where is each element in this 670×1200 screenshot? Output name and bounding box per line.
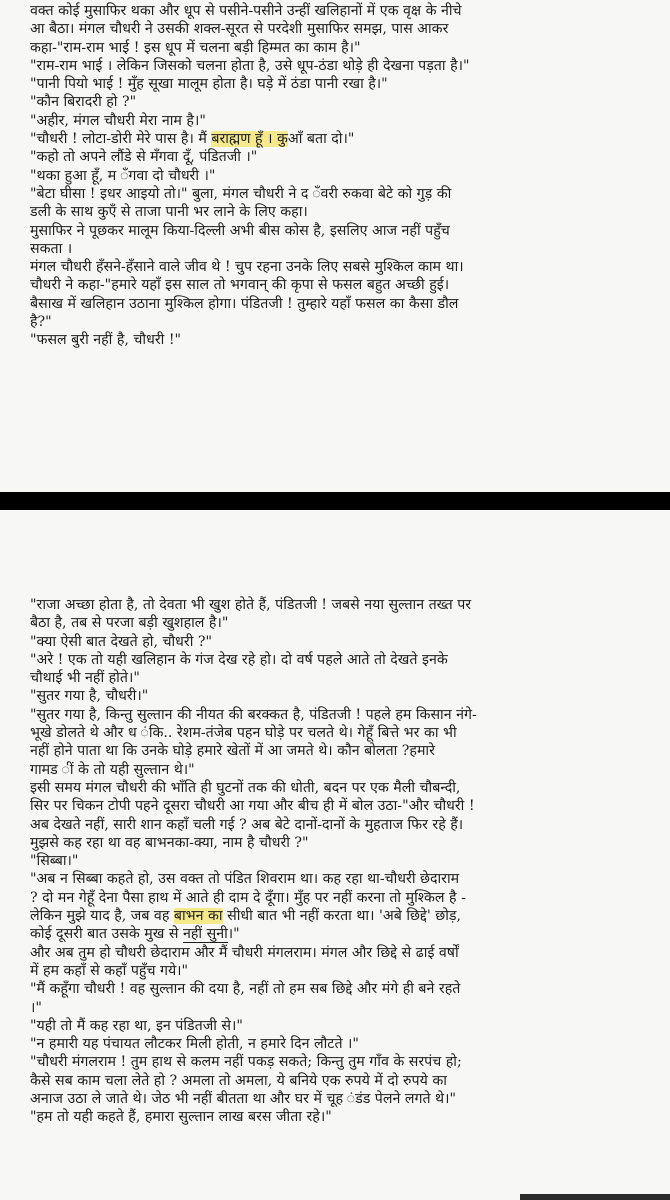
- text-segment: कोई दूसरी बात उसके मुख से: [30, 926, 184, 943]
- text-line: अनाज उठा ले जाते थे। जेठ भी नहीं बीतता था और घर में चूह ंडंड पेलने लगते थे।": [30, 1091, 457, 1108]
- scan-edge-mark: [520, 1194, 670, 1200]
- text-line: "सुतर गया है, चौधरी।": [30, 688, 149, 705]
- text-segment: आँ बता दो।": [287, 131, 355, 148]
- text-line: है?": [30, 314, 52, 331]
- text-line: मुझसे कह रहा था वह बाभनका-क्या, नाम है चौधरी ?": [30, 834, 309, 851]
- text-line: कैसे सब काम चला लेते हो ? अमला तो अमला, ये बनिये एक रुपये में दो रुपये का: [30, 1072, 447, 1089]
- text-line: "अहीर, मंगल चौधरी मेरा नाम है।": [30, 112, 206, 129]
- text-line: "कौन बिरादरी हो ?": [30, 94, 137, 111]
- text-line: नहीं होने पाता था कि उनके घोड़े हमारे खेतों में आ जमते थे। कौन बोलता ?हमारे: [30, 743, 435, 760]
- text-line: मुसाफिर ने पूछकर मालूम किया-दिल्ली अभी बीस कोस है, इसलिए आज नहीं पहुँच: [30, 222, 450, 239]
- text-line: "बेटा घीसा ! इधर आइयो तो।" बुला, मंगल चौधरी ने द ँवरी रुकवा बेटे को गुड़ की: [30, 185, 452, 202]
- page-top: [0, 0, 670, 492]
- text-line: अब देखते नहीं, सारी शान कहाँ चली गई ? अब बेटे दानों-दानों के मुहताज फिर रहे हैं।: [30, 816, 464, 833]
- page-bottom: [0, 510, 670, 1200]
- text-segment: "चौधरी ! लोटा-डोरी मेरे पास है। मैं: [30, 131, 212, 148]
- text-line: [30, 925, 642, 943]
- text-line: चौथाई भी नहीं होते।": [30, 670, 140, 687]
- text-line: "हम तो यही कहते हैं, हमारा सुल्तान लाख बरस जीता रहे।": [30, 1109, 332, 1126]
- text-line: "न हमारी यह पंचायत लौटकर मिली होती, न हमारे दिन लौटते ।": [30, 1036, 359, 1053]
- text-line: ? दो मन गेहूँ देना पैसा हाथ में आते ही दाम दे दूँगा। मुँह पर नहीं करना तो मुश्किल है -: [30, 889, 466, 906]
- text-line: "अब न सिब्बा कहते हो, उस वक्त तो पंडित शिवराम था। कह रहा था-चौधरी छेदाराम: [30, 871, 460, 888]
- text-line: सकता ।: [30, 240, 73, 257]
- text-line: सिर पर चिकन टोपी पहने दूसरा चौधरी आ गया और बीच ही में बोल उठा-"और चौधरी !: [30, 798, 475, 815]
- text-line: गामड ीं के तो यही सुल्तान थे।": [30, 761, 195, 778]
- page-divider: [0, 492, 670, 510]
- text-line: मंगल चौधरी हँसने-हँसाने वाले जीव थे ! चुप रहना उनके लिए सबसे मुश्किल काम था।: [30, 259, 464, 276]
- text-line: में हम कहाँ से कहाँ पहुँच गये।": [30, 962, 189, 979]
- text-line: "कहो तो अपने लौंडे से मँगवा दूँ, पंडितजी ।": [30, 149, 258, 166]
- text-segment: लेकिन मुझे याद है, जब वह: [30, 908, 174, 925]
- text-line: "थका हुआ हूँ, म ँगवा दो चौधरी ।": [30, 167, 216, 184]
- text-line: और अब तुम हो चौधरी छेदाराम और मैं चौधरी मंगलराम। मंगल और छिद्दे से ढाई वर्षों: [30, 944, 459, 961]
- text-segment: सीधी बात भी नहीं करता था। 'अबे छिद्दे' छोड़,: [222, 908, 461, 925]
- text-line: "मैं कहूँगा चौधरी ! वह सुल्तान की दया है, नहीं तो हम सब छिद्दे और मंगे ही बने रहते: [30, 981, 461, 998]
- text-line: "राम-राम भाई । लेकिन जिसको चलना होता है, उसे धूप-ठंडा थोड़े ही देखना पड़ता है।": [30, 57, 470, 74]
- underlined-text: नहीं सुनी: [183, 926, 228, 943]
- text-line: "अरे ! एक तो यही खलिहान के गंज देख रहे हो। दो वर्ष पहले आते तो देखते इनके: [30, 651, 448, 668]
- text-line: [30, 130, 642, 148]
- highlighted-text: बराह्मण हूँ । कु: [211, 131, 288, 148]
- text-line: "फसल बुरी नहीं है, चौधरी !": [30, 332, 182, 349]
- highlighted-text: बाभन का: [173, 908, 223, 925]
- page-bottom-text: [30, 596, 642, 1127]
- text-line: [30, 907, 642, 925]
- text-line: बैसाख में खलिहान उठाना मुश्किल होगा। पंडितजी ! तुम्हारे यहाँ फसल का कैसा डौल: [30, 295, 459, 312]
- text-line: वक्त कोई मुसाफिर थका और धूप से पसीने-पसीने उन्हीं खलिहानों में एक वृक्ष के नीचे: [30, 3, 462, 19]
- text-line: बैठा है, तब से परजा बड़ी खुशहाल है।": [30, 615, 229, 632]
- text-line: चौधरी ने कहा-"हमारे यहाँ इस साल तो भगवान् की कृपा से फसल बहुत अच्छी हुई।: [30, 277, 450, 294]
- text-line: "क्या ऐसी बात देखते हो, चौधरी ?": [30, 633, 213, 650]
- page-top-text: [30, 2, 642, 350]
- text-line: "चौधरी मंगलराम ! तुम हाथ से कलम नहीं पकड़ सकते; किन्तु तुम गाँव के सरपंच हो;: [30, 1054, 462, 1071]
- text-line: आ बैठा। मंगल चौधरी ने उसकी शक्ल-सूरत से परदेशी मुसाफिर समझ, पास आकर: [30, 21, 449, 38]
- text-segment: ।": [227, 926, 240, 943]
- text-line: "सिब्बा।": [30, 853, 79, 870]
- text-line: "सुतर गया है, किन्तु सुल्तान की नीयत की बरक्कत है, पंडितजी ! पहले हम किसान नंगे-: [30, 706, 477, 723]
- text-line: ।": [30, 999, 42, 1016]
- text-line: कहा-"राम-राम भाई ! इस धूप में चलना बड़ी हिम्मत का काम है।": [30, 39, 361, 56]
- text-line: डली के साथ कुएँ से ताजा पानी भर लाने के लिए कहा।: [30, 204, 308, 221]
- text-line: इसी समय मंगल चौधरी की भाँति ही घुटनों तक की धोती, बदन पर एक मैली चौबन्दी,: [30, 779, 461, 796]
- text-line: "यही तो मैं कह रहा था, इन पंडितजी से।": [30, 1017, 243, 1034]
- text-line: "पानी पियो भाई ! मुँह सूखा मालूम होता है। घड़े में ठंडा पानी रखा है।": [30, 76, 388, 93]
- text-line: "राजा अच्छा होता है, तो देवता भी खुश होते हैं, पंडितजी ! जबसे नया सुल्तान तख्त पर: [30, 597, 472, 613]
- text-line: भूखे डोलते थे और ध ंकि.. रेशम-तंजेब पहन घोड़े पर चलते थे। गेहूँ बित्ते भर का भी: [30, 725, 457, 742]
